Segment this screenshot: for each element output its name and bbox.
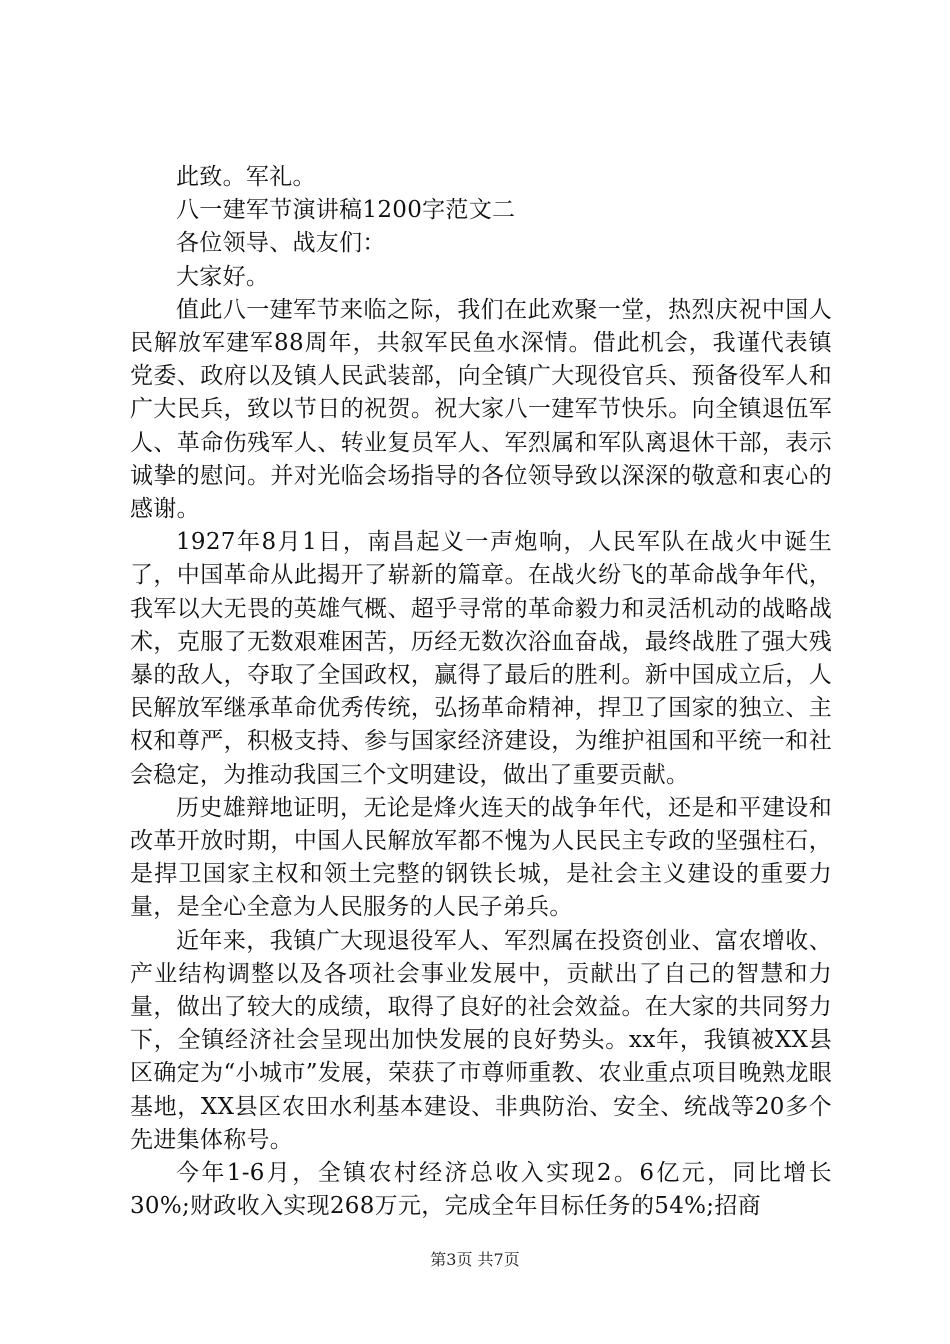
document-body xyxy=(130,161,832,1224)
section-title: 八一建军节演讲稿1200字范文二 xyxy=(176,197,516,224)
paragraph-history-proof: 历史雄辩地证明，无论是烽火连天的战争年代，还是和平建设和改革开放时期，中国人民解放军都不愧为人民民主专政的坚强柱石，是捍卫国家主权和领土完整的钢铁长城，是社会主义建设的重要力量，是全心全意为人民服务的人民子弟兵。 xyxy=(130,794,832,921)
paragraph-celebration: 值此八一建军节来临之际，我们在此欢聚一堂，热烈庆祝中国人民解放军建军88周年，共叙军民鱼水深情。借此机会，我谨代表镇党委、政府以及镇人民武装部，向全镇广大现役官兵、预备役军人和广大民兵，致以节日的祝贺。祝大家八一建军节快乐。向全镇退伍军人、革命伤残军人、转业复员军人、军烈属和军队离退休干部，表示诚挚的慰问。并对光临会场指导的各位领导致以深深的敬意和衷心的感谢。 xyxy=(130,296,832,523)
paragraph-this-year: 今年1-6月，全镇农村经济总收入实现2。6亿元，同比增长30%;财政收入实现268万元，完成全年目标任务的54%;招商 xyxy=(130,1160,832,1220)
closing-salutation: 此致。军礼。 xyxy=(176,164,316,190)
paragraph-history-1927: 1927年8月1日，南昌起义一声炮响，人民军队在战火中诞生了，中国革命从此揭开了崭新的篇章。在战火纷飞的革命战争年代，我军以大无畏的英雄气概、超乎寻常的革命毅力和灵活机动的战略战术，克服了无数艰难困苦，历经无数次浴血奋战，最终战胜了强大残暴的敌人，夺取了全国政权，赢得了最后的胜利。新中国成立后，人民解放军继承革命优秀传统，弘扬革命精神，捍卫了国家的独立、主权和尊严，积极支持、参与国家经济建设，为维护祖国和平统一和社会稳定，为推动我国三个文明建设，做出了重要贡献。 xyxy=(130,529,832,788)
page-indicator: 第3页 共7页 xyxy=(430,1250,520,1269)
greeting-hello: 大家好。 xyxy=(176,263,270,290)
greeting-line: 各位领导、战友们： xyxy=(176,230,386,257)
paragraph-recent-years: 近年来，我镇广大现退役军人、军烈属在投资创业、富农增收、产业结构调整以及各项社会事业发展中，贡献出了自己的智慧和力量，做出了较大的成绩，取得了良好的社会效益。在大家的共同努力下，全镇经济社会呈现出加快发展的良好势头。xx年，我镇被XX县区确定为“小城市”发展，荣获了市尊师重教、农业重点项目晚熟龙眼基地，XX县区农田水利基本建设、非典防治、安全、统战等20多个先进集体称号。 xyxy=(130,927,832,1153)
